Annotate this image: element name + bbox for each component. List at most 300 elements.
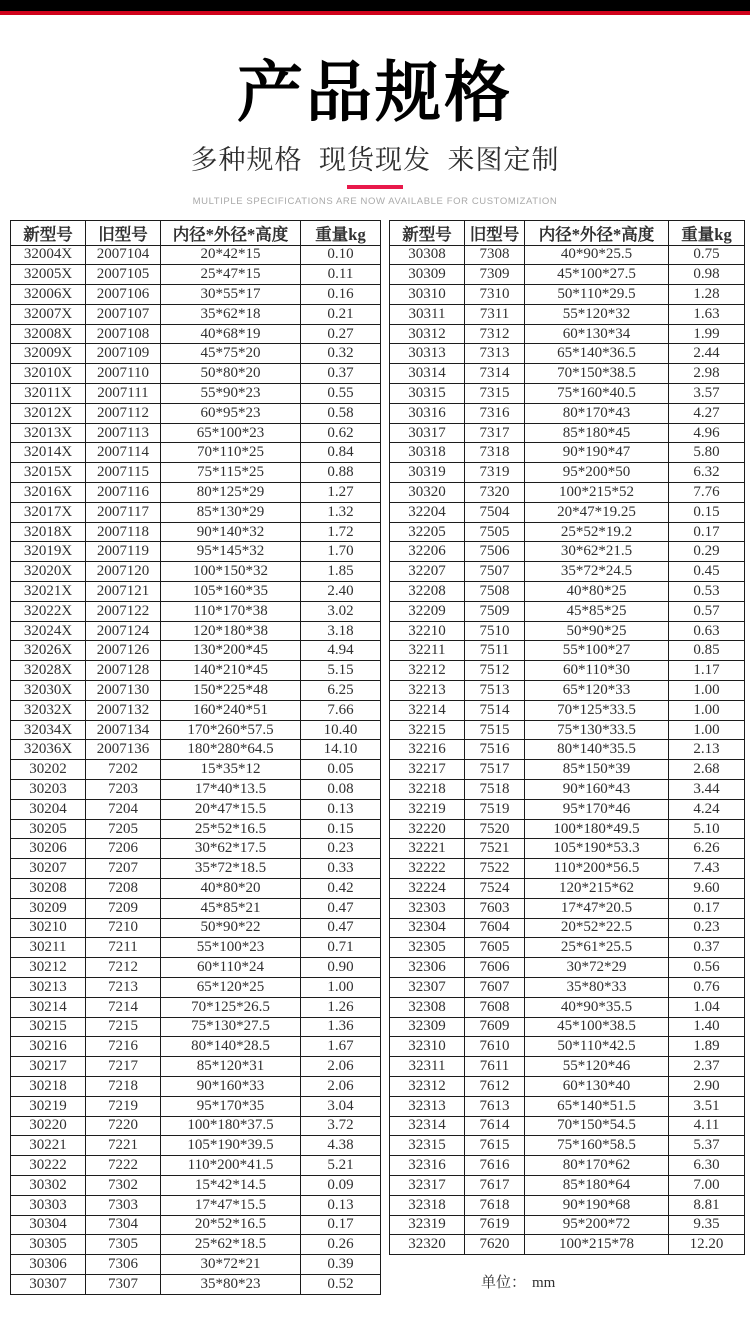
table-cell: 7509 [465,601,525,621]
table-cell: 95*200*72 [525,1215,669,1235]
table-cell: 32017X [11,502,86,522]
table-row [390,839,745,859]
table-cell: 0.27 [301,324,381,344]
table-cell: 32309 [390,1017,465,1037]
table-cell: 7219 [86,1096,161,1116]
table-cell: 40*90*25.5 [525,245,669,265]
table-cell: 30305 [11,1235,86,1255]
table-cell: 7316 [465,403,525,423]
table-cell: 1.70 [301,542,381,562]
table-row [11,879,381,899]
table-row [11,423,381,443]
table-cell: 50*80*20 [161,364,301,384]
table-cell: 7214 [86,997,161,1017]
table-cell: 2.98 [669,364,745,384]
table-cell: 32024X [11,621,86,641]
table-cell: 100*180*49.5 [525,819,669,839]
table-cell: 30220 [11,1116,86,1136]
table-cell: 4.24 [669,799,745,819]
table-cell: 80*170*62 [525,1156,669,1176]
table-row [11,1076,381,1096]
table-cell: 90*190*68 [525,1195,669,1215]
table-cell: 32210 [390,621,465,641]
table-row [390,344,745,364]
table-cell: 2.06 [301,1076,381,1096]
table-cell: 7220 [86,1116,161,1136]
table-cell: 7510 [465,621,525,641]
table-row [390,601,745,621]
table-cell: 32208 [390,582,465,602]
table-cell: 10.40 [301,720,381,740]
page-header [0,53,750,207]
table-cell: 35*80*33 [525,977,669,997]
table-cell: 110*200*41.5 [161,1156,301,1176]
table-cell: 32218 [390,780,465,800]
table-cell: 32317 [390,1175,465,1195]
table-cell: 7.66 [301,700,381,720]
table-cell: 32304 [390,918,465,938]
table-row [11,285,381,305]
table-cell: 1.85 [301,562,381,582]
table-cell: 7613 [465,1096,525,1116]
table-cell: 30320 [390,483,465,503]
table-row [390,403,745,423]
table-cell: 95*200*50 [525,463,669,483]
table-cell: 85*180*45 [525,423,669,443]
table-row [11,1175,381,1195]
table-row [11,938,381,958]
table-cell: 2007107 [86,304,161,324]
table-cell: 30219 [11,1096,86,1116]
table-cell: 1.00 [669,720,745,740]
table-row [390,898,745,918]
table-header-row [390,220,745,245]
table-cell: 2.06 [301,1057,381,1077]
table-cell: 7610 [465,1037,525,1057]
table-row [390,879,745,899]
table-cell: 75*115*25 [161,463,301,483]
table-cell: 0.85 [669,641,745,661]
table-cell: 32319 [390,1215,465,1235]
table-cell: 7206 [86,839,161,859]
table-row [11,1195,381,1215]
table-cell: 30216 [11,1037,86,1057]
table-cell: 7507 [465,562,525,582]
spec-table-left [10,220,381,1295]
table-cell: 55*100*27 [525,641,669,661]
table-cell: 1.67 [301,1037,381,1057]
table-cell: 30304 [11,1215,86,1235]
table-cell: 50*90*25 [525,621,669,641]
table-cell: 0.39 [301,1255,381,1275]
table-cell: 7309 [465,265,525,285]
table-row [11,1255,381,1275]
table-cell: 80*140*28.5 [161,1037,301,1057]
table-cell: 30203 [11,780,86,800]
table-cell: 7221 [86,1136,161,1156]
table-row [390,324,745,344]
table-cell: 2007120 [86,562,161,582]
table-cell: 30307 [11,1274,86,1294]
table-row [11,780,381,800]
table-cell: 7517 [465,760,525,780]
table-cell: 7508 [465,582,525,602]
table-row [390,245,745,265]
table-cell: 2007111 [86,384,161,404]
table-cell: 7521 [465,839,525,859]
column-header: 内径*外径*高度 [525,220,669,245]
table-cell: 75*130*33.5 [525,720,669,740]
table-cell: 30316 [390,403,465,423]
table-cell: 4.96 [669,423,745,443]
table-row [390,780,745,800]
table-cell: 7308 [465,245,525,265]
table-cell: 30302 [11,1175,86,1195]
table-row [390,1215,745,1235]
table-cell: 2007122 [86,601,161,621]
table-row [390,1017,745,1037]
table-cell: 32206 [390,542,465,562]
table-row [390,1235,745,1255]
table-cell: 30209 [11,898,86,918]
table-cell: 1.26 [301,997,381,1017]
table-row [11,720,381,740]
table-cell: 1.27 [301,483,381,503]
table-cell: 55*120*32 [525,304,669,324]
table-cell: 0.32 [301,344,381,364]
table-cell: 7317 [465,423,525,443]
table-cell: 0.98 [669,265,745,285]
table-cell: 0.37 [301,364,381,384]
table-cell: 2007104 [86,245,161,265]
table-row [390,542,745,562]
table-cell: 0.88 [301,463,381,483]
right-column [389,220,745,1293]
table-row [390,681,745,701]
table-cell: 30215 [11,1017,86,1037]
table-cell: 32211 [390,641,465,661]
table-cell: 0.58 [301,403,381,423]
table-cell: 100*150*32 [161,562,301,582]
table-cell: 3.18 [301,621,381,641]
table-cell: 3.02 [301,601,381,621]
table-cell: 32312 [390,1076,465,1096]
column-header: 内径*外径*高度 [161,220,301,245]
table-row [11,245,381,265]
table-cell: 32026X [11,641,86,661]
table-cell: 32013X [11,423,86,443]
table-cell: 32005X [11,265,86,285]
table-cell: 35*72*24.5 [525,562,669,582]
table-cell: 7518 [465,780,525,800]
table-cell: 2007113 [86,423,161,443]
table-row [390,641,745,661]
table-cell: 60*110*24 [161,958,301,978]
table-cell: 2007106 [86,285,161,305]
table-cell: 32015X [11,463,86,483]
table-cell: 7319 [465,463,525,483]
table-cell: 45*85*21 [161,898,301,918]
table-cell: 110*200*56.5 [525,859,669,879]
table-cell: 32313 [390,1096,465,1116]
table-cell: 25*61*25.5 [525,938,669,958]
table-cell: 30311 [390,304,465,324]
table-cell: 70*125*26.5 [161,997,301,1017]
table-cell: 7615 [465,1136,525,1156]
table-row [11,839,381,859]
table-row [11,324,381,344]
table-cell: 0.52 [301,1274,381,1294]
table-cell: 32307 [390,977,465,997]
table-row [390,799,745,819]
table-cell: 32018X [11,522,86,542]
table-cell: 9.60 [669,879,745,899]
table-cell: 30306 [11,1255,86,1275]
table-cell: 32009X [11,344,86,364]
table-cell: 30206 [11,839,86,859]
table-cell: 5.10 [669,819,745,839]
table-cell: 7307 [86,1274,161,1294]
table-cell: 60*130*40 [525,1076,669,1096]
table-cell: 2007134 [86,720,161,740]
table-cell: 7609 [465,1017,525,1037]
table-cell: 1.00 [669,681,745,701]
table-row [11,1235,381,1255]
table-row [390,720,745,740]
table-row [11,562,381,582]
table-cell: 7222 [86,1156,161,1176]
table-cell: 7605 [465,938,525,958]
table-cell: 55*90*23 [161,384,301,404]
table-cell: 120*180*38 [161,621,301,641]
table-row [390,1156,745,1176]
table-row [390,938,745,958]
table-row [11,799,381,819]
table-row [11,522,381,542]
table-cell: 30*55*17 [161,285,301,305]
table-cell: 32216 [390,740,465,760]
table-cell: 95*170*35 [161,1096,301,1116]
table-cell: 15*35*12 [161,760,301,780]
table-cell: 32019X [11,542,86,562]
spec-tables-container [0,220,750,1295]
table-cell: 0.17 [301,1215,381,1235]
table-cell: 0.90 [301,958,381,978]
table-cell: 7310 [465,285,525,305]
table-cell: 0.17 [669,522,745,542]
table-cell: 32034X [11,720,86,740]
table-cell: 65*100*23 [161,423,301,443]
table-cell: 70*125*33.5 [525,700,669,720]
table-cell: 32308 [390,997,465,1017]
table-cell: 15*42*14.5 [161,1175,301,1195]
table-cell: 0.13 [301,799,381,819]
table-cell: 7608 [465,997,525,1017]
table-cell: 0.13 [301,1195,381,1215]
table-cell: 60*110*30 [525,661,669,681]
table-cell: 32014X [11,443,86,463]
table-cell: 85*150*39 [525,760,669,780]
table-cell: 7216 [86,1037,161,1057]
table-cell: 30*62*17.5 [161,839,301,859]
table-cell: 32021X [11,582,86,602]
table-row [11,1096,381,1116]
table-cell: 32006X [11,285,86,305]
table-row [390,977,745,997]
unit-label: 单位： [481,1275,527,1292]
table-cell: 32008X [11,324,86,344]
table-cell: 0.26 [301,1235,381,1255]
table-cell: 70*110*25 [161,443,301,463]
table-cell: 45*85*25 [525,601,669,621]
table-cell: 7616 [465,1156,525,1176]
table-cell: 0.16 [301,285,381,305]
table-cell: 2.44 [669,344,745,364]
table-row [390,304,745,324]
table-row [390,819,745,839]
table-cell: 7504 [465,502,525,522]
table-row [11,997,381,1017]
table-cell: 7522 [465,859,525,879]
table-cell: 30221 [11,1136,86,1156]
table-row [390,1096,745,1116]
table-cell: 90*160*43 [525,780,669,800]
table-cell: 7205 [86,819,161,839]
page-title: 产品规格 [237,55,513,129]
table-row [11,443,381,463]
table-cell: 7524 [465,879,525,899]
table-cell: 7619 [465,1215,525,1235]
table-row [11,403,381,423]
table-cell: 7312 [465,324,525,344]
table-cell: 32032X [11,700,86,720]
table-cell: 7512 [465,661,525,681]
table-cell: 32036X [11,740,86,760]
table-cell: 25*62*18.5 [161,1235,301,1255]
table-cell: 32010X [11,364,86,384]
table-cell: 105*190*39.5 [161,1136,301,1156]
table-cell: 150*225*48 [161,681,301,701]
table-cell: 0.71 [301,938,381,958]
table-row [11,463,381,483]
table-cell: 32221 [390,839,465,859]
table-cell: 32220 [390,819,465,839]
caption-english: MULTIPLE SPECIFICATIONS ARE NOW AVAILABLE FOR CUSTOMIZATION [192,195,558,207]
table-cell: 75*160*40.5 [525,384,669,404]
table-cell: 30308 [390,245,465,265]
red-accent-line [0,11,750,15]
table-cell: 40*80*25 [525,582,669,602]
table-cell: 30212 [11,958,86,978]
table-row [11,601,381,621]
table-cell: 2007105 [86,265,161,285]
table-cell: 80*170*43 [525,403,669,423]
table-cell: 45*100*27.5 [525,265,669,285]
table-row [390,1116,745,1136]
table-cell: 6.25 [301,681,381,701]
table-cell: 30313 [390,344,465,364]
table-cell: 7217 [86,1057,161,1077]
table-cell: 32212 [390,661,465,681]
table-cell: 2.40 [301,582,381,602]
table-cell: 2007121 [86,582,161,602]
table-cell: 0.29 [669,542,745,562]
table-cell: 7306 [86,1255,161,1275]
table-cell: 7513 [465,681,525,701]
table-cell: 32224 [390,879,465,899]
table-cell: 1.32 [301,502,381,522]
table-cell: 60*130*34 [525,324,669,344]
table-cell: 7207 [86,859,161,879]
table-cell: 90*190*47 [525,443,669,463]
table-cell: 60*95*23 [161,403,301,423]
table-cell: 3.51 [669,1096,745,1116]
table-row [11,859,381,879]
table-cell: 3.72 [301,1116,381,1136]
table-cell: 50*90*22 [161,918,301,938]
table-cell: 2007116 [86,483,161,503]
table-cell: 7506 [465,542,525,562]
table-row [11,265,381,285]
table-cell: 32303 [390,898,465,918]
table-cell: 7606 [465,958,525,978]
table-cell: 5.80 [669,443,745,463]
table-row [390,463,745,483]
table-cell: 2007114 [86,443,161,463]
table-cell: 85*130*29 [161,502,301,522]
table-cell: 0.45 [669,562,745,582]
table-cell: 100*215*78 [525,1235,669,1255]
table-cell: 7208 [86,879,161,899]
table-row [11,1057,381,1077]
table-row [11,483,381,503]
table-row [11,1215,381,1235]
spec-table-left-header [11,220,381,245]
table-cell: 32214 [390,700,465,720]
table-cell: 35*80*23 [161,1274,301,1294]
table-cell: 30317 [390,423,465,443]
table-cell: 0.23 [669,918,745,938]
table-row [11,621,381,641]
table-cell: 7.00 [669,1175,745,1195]
table-cell: 85*120*31 [161,1057,301,1077]
table-cell: 32004X [11,245,86,265]
column-header: 新型号 [390,220,465,245]
table-row [390,958,745,978]
table-cell: 4.11 [669,1116,745,1136]
table-cell: 20*52*16.5 [161,1215,301,1235]
table-cell: 30303 [11,1195,86,1215]
table-cell: 7315 [465,384,525,404]
table-cell: 7505 [465,522,525,542]
table-cell: 7211 [86,938,161,958]
table-cell: 8.81 [669,1195,745,1215]
table-cell: 7209 [86,898,161,918]
table-cell: 30202 [11,760,86,780]
table-cell: 2007108 [86,324,161,344]
table-cell: 30208 [11,879,86,899]
table-row [390,1057,745,1077]
table-cell: 32007X [11,304,86,324]
table-cell: 30315 [390,384,465,404]
table-cell: 25*47*15 [161,265,301,285]
table-cell: 32314 [390,1116,465,1136]
subtitle-underline [347,185,403,189]
table-cell: 7607 [465,977,525,997]
table-row [11,364,381,384]
table-cell: 35*62*18 [161,304,301,324]
table-cell: 0.37 [669,938,745,958]
